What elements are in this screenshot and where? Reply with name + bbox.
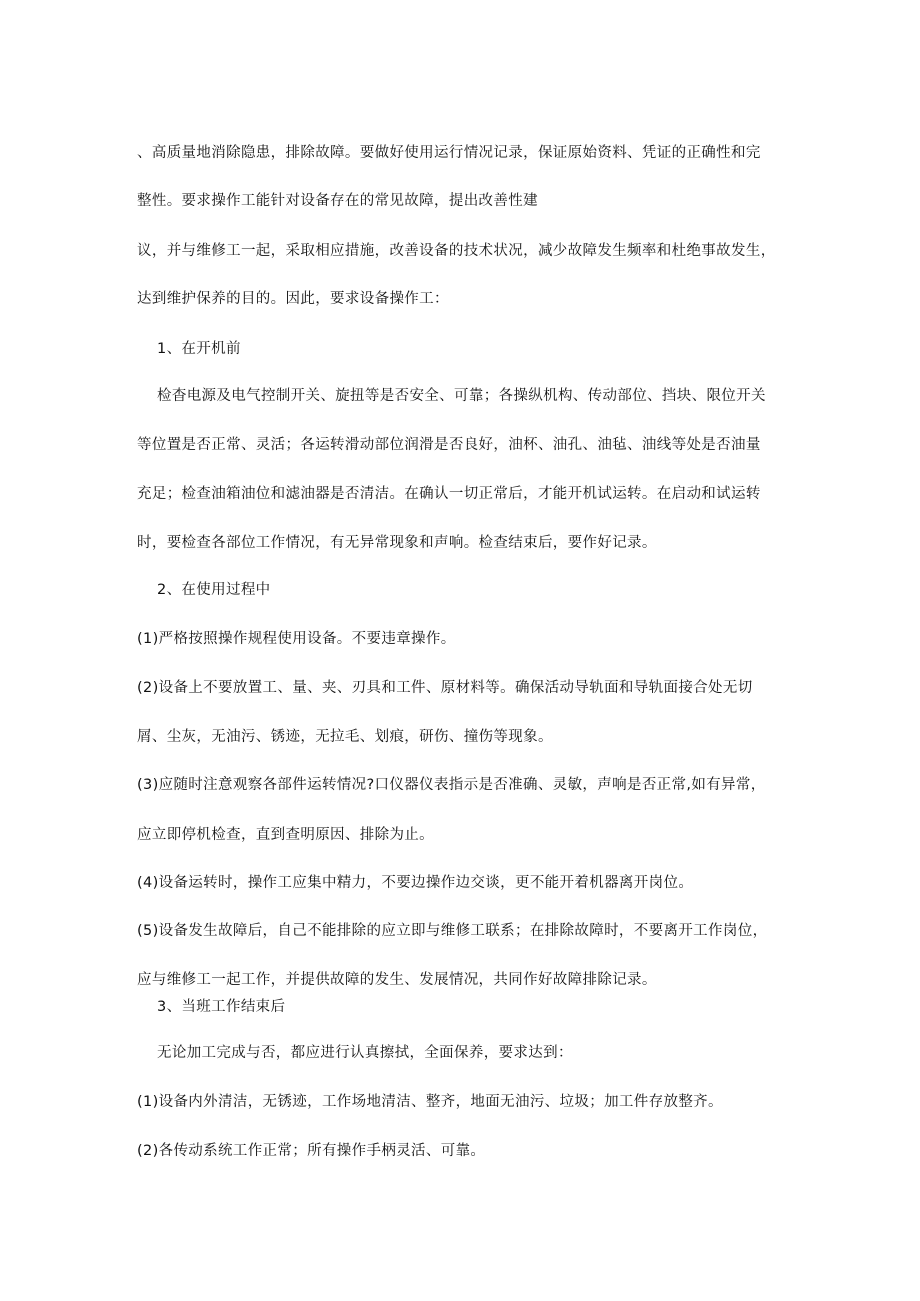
section-heading: 3、当班工作结束后	[157, 999, 286, 1015]
list-item: (1)设备内外清洁，无锈迹，工作场地清洁、整齐，地面无油污、垃圾；加工件存放整齐。	[137, 1094, 723, 1110]
text-line: 充足；检查油箱油位和滤油器是否清洁。在确认一切正常后，才能开机试运转。在启动和试运转	[137, 486, 761, 502]
text-line: 时，要检查各部位工作情况，有无异常现象和声响。检查结束后，要作好记录。	[137, 535, 657, 551]
text-line: 议，并与维修工一起，采取相应措施，改善设备的技术状况，减少故障发生频率和杜绝事故发生，	[137, 243, 776, 259]
text-line: 检杳电源及电气控制开关、旋扭等是否安全、可靠；各操纵机构、传动部位、挡块、限位开关	[157, 388, 766, 404]
text-line: 达到维护保养的目的。因此，要求设备操作工：	[137, 291, 449, 307]
text-line: 屑、尘灰，无油污、锈迹，无拉毛、划痕，研伤、撞伤等现象。	[137, 729, 553, 745]
section-heading: 1、在开机前	[157, 341, 241, 357]
text-line: 、高质量地消除隐患，排除故障。要做好使用运行情况记录，保证原始资料、凭证的正确性和完	[137, 145, 761, 161]
section-heading: 2、在使用过程中	[157, 582, 271, 598]
text-line: 无论加工完成与否，都应进行认真擦拭，全面保养，要求达到：	[157, 1045, 573, 1061]
list-item: (1)严格按照操作规程使用设备。不要违章操作。	[137, 631, 456, 647]
text-line: 整性。要求操作工能针对设备存在的常见故障，提出改善性建	[137, 193, 538, 209]
text-line: 应与维修工一起工作，并提供故障的发生、发展情况，共同作好故障排除记录。	[137, 972, 657, 988]
list-item: (5)设备发生故障后，自己不能排除的应立即与维修工联系；在排除故障时，不要离开工作岗位，	[137, 923, 768, 939]
text-line: 等位置是否正常、灵活；各运转滑动部位润滑是否良好，油杯、油孔、油毡、油线等处是否油量	[137, 437, 761, 453]
list-item: (2)设备上不要放置工、量、夹、刃具和工件、原材料等。确保活动导轨面和导轨面接合处无切	[137, 680, 753, 696]
list-item: (2)各传动系统工作正常；所有操作手柄灵活、可靠。	[137, 1143, 486, 1159]
text-line: 应立即停机检查，直到查明原因、排除为止。	[137, 827, 434, 843]
list-item: (3)应随时注意观察各部件运转情况?口仪器仪表指示是否准确、灵敏，声响是否正常,如有异常，	[137, 777, 766, 793]
list-item: (4)设备运转时，操作工应集中精力，不要边操作边交谈，更不能开着机器离开岗位。	[137, 875, 694, 891]
